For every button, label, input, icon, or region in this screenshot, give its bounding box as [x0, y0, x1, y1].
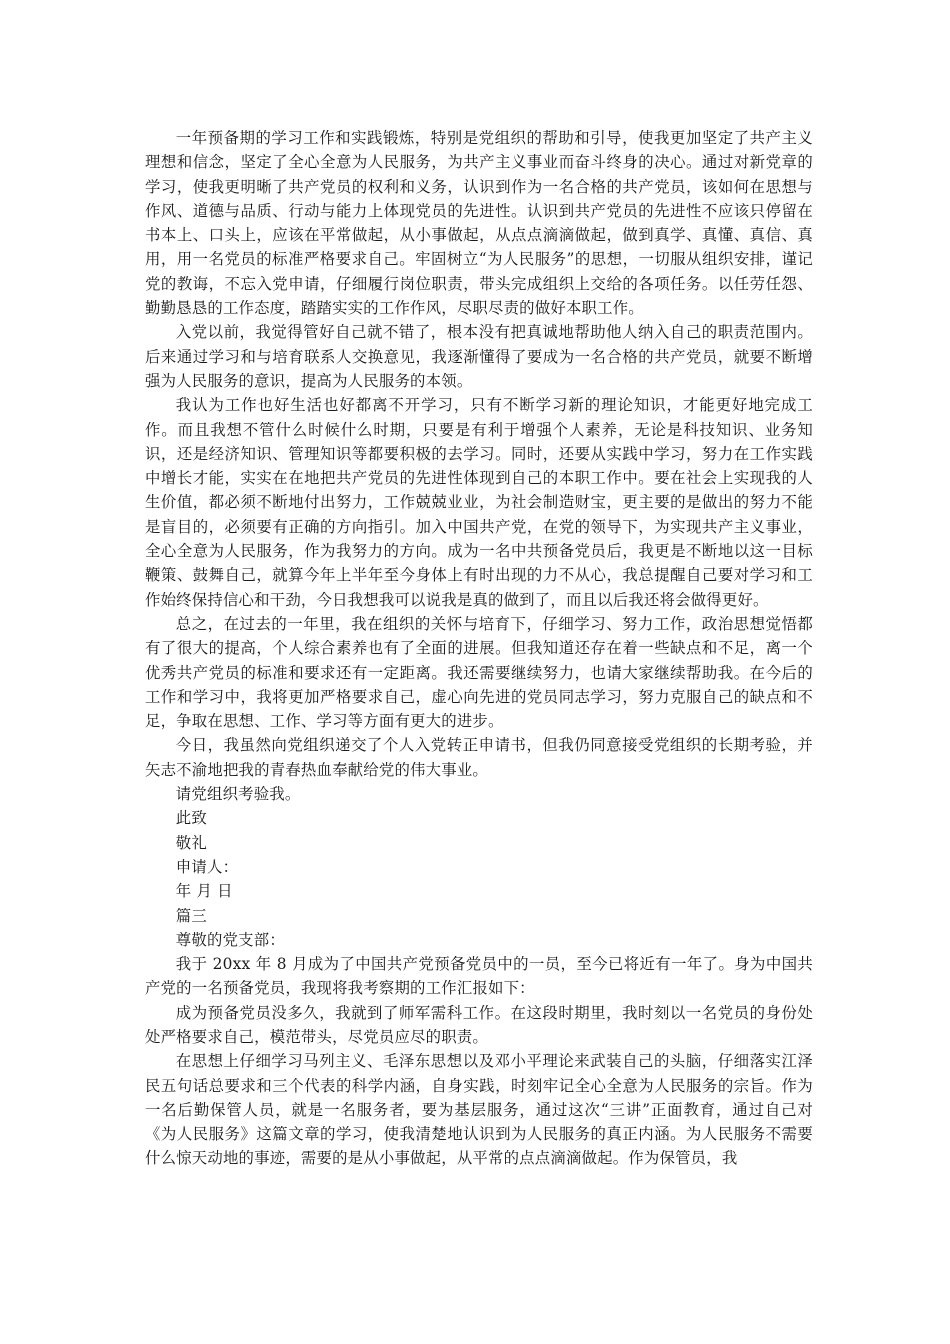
paragraph-3: 我认为工作也好生活也好都离不开学习，只有不断学习新的理论知识，才能更好地完成工作。而且我想不管什么时候什么时期，只要是有利于增强个人素养，无论是科技知识、业务知识，还是经济知识、管理知识等都要积极的去学习。同时，还要从实践中学习，努力在工作实践中增长才能，实实在在地把共产党员的先进性体现到自己的本职工作中。要在社会上实现我的人生价值，都必须不断地付出努力，工作兢兢业业，为社会制造财宝，更主要的是做出的努力不能是盲目的，必须要有正确的方向指引。加入中国共产党，在党的领导下，为实现共产主义事业，全心全意为人民服务，作为我努力的方向。成为一名中共预备党员后，我更是不断地以这一目标鞭策、鼓舞自己，就算今年上半年至今身体上有时出现的力不从心，我总提醒自己要对学习和工作始终保持信心和干劲，今日我想我可以说我是真的做到了，而且以后我还将会做得更好。 [145, 396, 813, 609]
salutation-cizhi: 此致 [175, 809, 207, 828]
paragraph-1: 一年预备期的学习工作和实践锻炼，特别是党组织的帮助和引导，使我更加坚定了共产主义理想和信念，坚定了全心全意为人民服务，为共产主义事业而奋斗终身的决心。通过对新党章的学习，使我更明晰了共产党员的权利和义务，认识到作为一名合格的共产党员，该如何在思想与作风、道德与品质、行动与能力上体现党员的先进性。认识到共产党员的先进性不应该只停留在书本上、口头上，应该在平常做起，从小事做起，从点点滴滴做起，做到真学、真懂、真信、真用，用一名党员的标准严格要求自己。牢固树立“为人民服务”的思想，一切服从组织安排，谨记党的教诲，不忘入党申请，仔细履行岗位职责，带头完成组织上交给的各项任务。以任劳任怨、勤勤恳恳的工作态度，踏踏实实的工作作风，尽职尽责的做好本职工作。 [145, 129, 813, 318]
date-line: 年 月 日 [175, 882, 233, 901]
paragraph-4: 总之，在过去的一年里，我在组织的关怀与培育下，仔细学习、努力工作，政治思想觉悟都有了很大的提高，个人综合素养也有了全面的进展。但我知道还存在着一些缺点和不足，离一个优秀共产党员的标准和要求还有一定距离。我还需要继续努力，也请大家继续帮助我。在今后的工作和学习中，我将更加严格要求自己，虚心向先进的党员同志学习，努力克服自己的缺点和不足，争取在思想、工作、学习等方面有更大的进步。 [145, 614, 813, 731]
paragraph-6: 我于 20xx 年 8 月成为了中国共产党预备党员中的一员，至今已将近有一年了。身为中国共产党的一名预备党员，我现将我考察期的工作汇报如下： [145, 955, 813, 998]
document-body [145, 126, 813, 1171]
paragraph-5: 今日，我虽然向党组织递交了个人入党转正申请书，但我仍同意接受党组织的长期考验，并矢志不渝地把我的青春热血奉献给党的伟大事业。 [145, 736, 813, 779]
paragraph-7: 成为预备党员没多久，我就到了师军需科工作。在这段时期里，我时刻以一名党员的身份处处严格要求自己，模范带头，尽党员应尽的职责。 [145, 1003, 813, 1046]
applicant-label: 申请人： [175, 857, 239, 876]
paragraph-8: 在思想上仔细学习马列主义、毛泽东思想以及邓小平理论来武装自己的头脑，仔细落实江泽民五句话总要求和三个代表的科学内涵，自身实践，时刻牢记全心全意为人民服务的宗旨。作为一名后勤保管人员，就是一名服务者，要为基层服务，通过这次“三讲”正面教育，通过自己对《为人民服务》这篇文章的学习，使我清楚地认识到为人民服务的真正内涵。为人民服务不需要什么惊天动地的事迹，需要的是从小事做起，从平常的点点滴滴做起。作为保管员，我 [145, 1052, 813, 1168]
greeting-line: 尊敬的党支部： [175, 930, 285, 949]
paragraph-2: 入党以前，我觉得管好自己就不错了，根本没有把真诚地帮助他人纳入自己的职责范围内。后来通过学习和与培育联系人交换意见，我逐渐懂得了要成为一名合格的共产党员，就要不断增强为人民服务的意识，提高为人民服务的本领。 [145, 323, 813, 390]
salutation-jingli: 敬礼 [175, 833, 207, 852]
section-heading: 篇三 [175, 906, 207, 925]
closing-request: 请党组织考验我。 [175, 785, 301, 804]
